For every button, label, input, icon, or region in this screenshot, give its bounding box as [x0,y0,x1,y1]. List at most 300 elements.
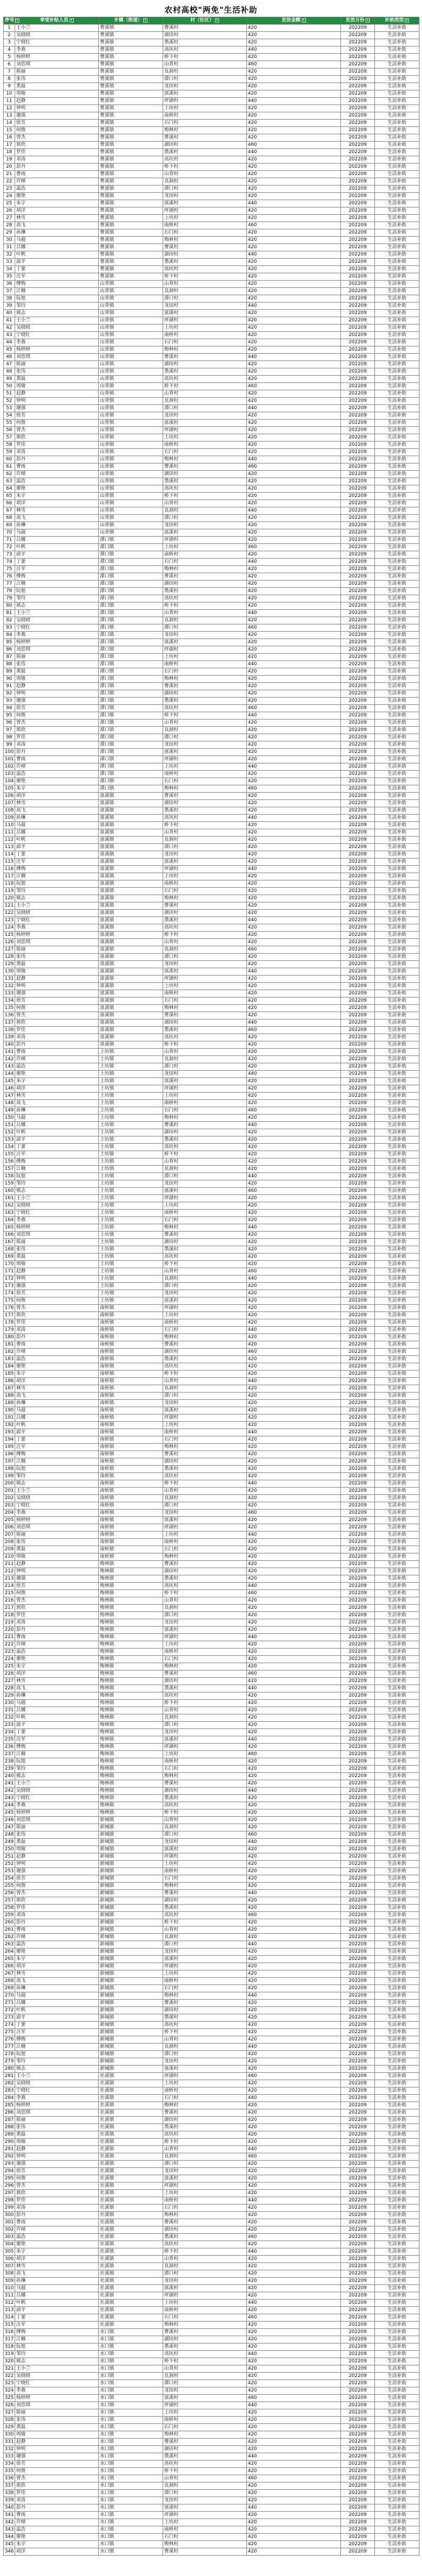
table-row [4,2278,419,2285]
row-town: 富溪镇 [99,961,163,968]
table-row [4,1363,419,1371]
row-kind: 生活补助 [375,1890,419,1897]
row-amount: 440 [247,866,341,873]
row-name: 罗佳 [15,1612,99,1619]
row-month: 202209 [341,2007,375,2014]
row-month: 202209 [341,332,375,339]
row-name: 刘思琪 [15,354,99,361]
row-amount: 420 [247,522,341,529]
row-kind: 生活补助 [375,954,419,961]
row-village: 富溪村 [163,1188,247,1195]
row-town: 曹溪镇 [99,251,163,259]
table-row [4,888,419,895]
table-row [4,222,419,229]
row-village: 梅林村 [163,1773,247,1780]
row-number: 257 [4,1897,15,1905]
row-village: 桥下村 [163,712,247,720]
table-row [4,1956,419,1963]
row-amount: 460 [247,2395,341,2402]
row-name: 许晴 [15,1641,99,1649]
row-name: 熊志 [15,2066,99,2073]
row-town: 南桥镇 [99,1312,163,1319]
table-row [4,1678,419,1685]
row-month: 202209 [341,1078,375,1085]
row-number: 87 [4,654,15,661]
row-number: 140 [4,1041,15,1049]
row-kind: 生活补助 [375,185,419,193]
table-row [4,442,419,449]
row-month: 202209 [341,368,375,376]
row-number: 120 [4,895,15,902]
row-amount: 420 [247,164,341,171]
table-row [4,515,419,522]
row-number: 4 [4,47,15,54]
row-number: 164 [4,1217,15,1224]
filter-icon[interactable]: ▾ [366,18,370,22]
row-village: 桥下村 [163,932,247,939]
table-row [4,1327,419,1334]
row-kind: 生活补助 [375,1517,419,1524]
row-amount: 420 [247,2417,341,2424]
row-name: 邹玲 [15,2351,99,2358]
table-row [4,1063,419,1071]
row-month: 202209 [341,54,375,61]
row-month: 202209 [341,866,375,873]
table-row [4,2139,419,2146]
row-name: 温浩 [15,1941,99,1948]
row-amount: 420 [247,1341,341,1349]
table-row [4,1210,419,1217]
row-village: 湖田村 [163,471,247,478]
column-header-name[interactable]: 享受补贴人员 ▾ [15,17,99,25]
row-month: 202209 [341,434,375,442]
row-town: 社溪镇 [99,2175,163,2183]
row-kind: 生活补助 [375,1883,419,1890]
table-row [4,529,419,537]
row-month: 202209 [341,1597,375,1605]
row-name: 廖艳 [15,1656,99,1663]
row-amount: 420 [247,573,341,581]
row-name: 傅梅 [15,866,99,873]
row-name: 黄磊 [15,1546,99,1553]
filter-icon[interactable]: ▾ [143,18,147,22]
table-row [4,954,419,961]
row-month: 202209 [341,1692,375,1700]
row-number: 138 [4,1027,15,1034]
table-row [4,778,419,785]
row-village: 上坊村 [163,544,247,551]
row-number: 294 [4,2168,15,2175]
row-month: 202209 [341,851,375,858]
table-row [4,1809,419,1817]
row-name: 许晴 [15,1349,99,1356]
row-village: 山背村 [163,2256,247,2263]
table-row [4,2109,419,2117]
table-row [4,1795,419,1802]
row-amount: 420 [247,1948,341,1956]
row-kind: 生活补助 [375,1312,419,1319]
row-name: 江楠 [15,288,99,295]
row-amount: 420 [247,178,341,185]
row-town: 上坊镇 [99,1085,163,1093]
row-town: 山背镇 [99,529,163,537]
row-month: 202209 [341,1546,375,1553]
table-row [4,690,419,698]
row-month: 202209 [341,1517,375,1524]
row-town: 南桥镇 [99,1393,163,1400]
row-amount: 460 [247,1510,341,1517]
table-row [4,573,419,581]
row-town: 潭口镇 [99,756,163,763]
row-name: 江楠 [15,873,99,880]
row-kind: 生活补助 [375,1568,419,1575]
row-month: 202209 [341,610,375,617]
row-village: 石门村 [163,1217,247,1224]
row-village: 曹溪村 [163,1561,247,1568]
row-kind: 生活补助 [375,976,419,983]
row-name: 邓涛 [15,1619,99,1627]
row-kind: 生活补助 [375,2139,419,2146]
row-town: 新城镇 [99,2066,163,2073]
row-town: 梅林镇 [99,1780,163,1788]
row-village: 龙田村 [163,1071,247,1078]
row-town: 曹溪镇 [99,164,163,171]
row-village: 龙田村 [163,1839,247,1846]
table-row [4,1232,419,1239]
table-row [4,588,419,595]
row-amount: 420 [247,2102,341,2109]
row-kind: 生活补助 [375,1414,419,1422]
row-town: 梅林镇 [99,1773,163,1780]
table-row [4,2117,419,2124]
column-header-town[interactable]: 乡镇（街道） ▾ [99,17,163,25]
row-number: 264 [4,1948,15,1956]
row-town: 梅林镇 [99,1627,163,1634]
table-row [4,968,419,976]
row-month: 202209 [341,1429,375,1436]
row-town: 山背镇 [99,412,163,420]
row-name: 王小兰 [15,317,99,324]
table-row [4,1385,419,1393]
row-village: 高坑村 [163,2241,247,2248]
table-row [4,2044,419,2051]
row-amount: 420 [247,2175,341,2183]
row-month: 202209 [341,1393,375,1400]
row-town: 新城镇 [99,1934,163,1941]
row-month: 202209 [341,127,375,134]
row-town: 富溪镇 [99,917,163,924]
row-town: 新城镇 [99,1919,163,1927]
row-month: 202209 [341,134,375,142]
row-village: 山背村 [163,1158,247,1166]
row-number: 219 [4,1619,15,1627]
filter-icon[interactable]: ▾ [405,18,409,22]
row-town: 梅林镇 [99,1670,163,1678]
row-month: 202209 [341,1985,375,1992]
row-month: 202209 [341,485,375,493]
row-amount: 420 [247,1553,341,1561]
row-amount: 420 [247,2087,341,2095]
row-village: 南桥村 [163,1649,247,1656]
row-amount: 420 [247,1290,341,1297]
row-amount: 420 [247,1034,341,1041]
row-kind: 生活补助 [375,997,419,1005]
row-town: 社溪镇 [99,2080,163,2087]
row-village: 潭口村 [163,2490,247,2497]
row-town: 潭口镇 [99,720,163,727]
row-number: 265 [4,1956,15,1963]
row-name: 谢强 [15,405,99,412]
row-month: 202209 [341,1283,375,1290]
row-name: 赵静 [15,2146,99,2153]
row-village: 潭口村 [163,515,247,522]
row-town: 上坊镇 [99,1224,163,1232]
row-amount: 420 [247,295,341,303]
row-town: 社溪镇 [99,2087,163,2095]
row-town: 梅林镇 [99,1751,163,1758]
row-number: 42 [4,324,15,332]
row-town: 梅林镇 [99,1766,163,1773]
row-kind: 生活补助 [375,537,419,544]
row-village: 富溪村 [163,2395,247,2402]
row-amount: 420 [247,2307,341,2314]
row-village: 坪湖村 [163,98,247,105]
row-amount: 440 [247,1531,341,1539]
table-row [4,2541,419,2548]
row-amount: 420 [247,1049,341,1056]
row-kind: 生活补助 [375,1627,419,1634]
row-town: 潭口镇 [99,595,163,602]
row-town: 富溪镇 [99,866,163,873]
row-month: 202209 [341,1056,375,1063]
row-village: 上坊村 [163,983,247,990]
row-name: 熊志 [15,310,99,317]
row-village: 潭口村 [163,1941,247,1948]
row-town: 富溪镇 [99,997,163,1005]
column-header-kind[interactable]: 补助类型 ▾ [375,17,419,25]
row-number: 190 [4,1407,15,1414]
row-kind: 生活补助 [375,749,419,756]
row-number: 27 [4,215,15,222]
row-number: 47 [4,361,15,368]
row-name: 曹雨 [15,1634,99,1641]
row-village: 梅林村 [163,1115,247,1122]
row-village: 湖田村 [163,2336,247,2343]
row-amount: 440 [247,1019,341,1027]
row-kind: 生活补助 [375,741,419,749]
row-town: 水口镇 [99,2424,163,2431]
column-header-month[interactable]: 发放月份 ▾ [341,17,375,25]
row-month: 202209 [341,976,375,983]
row-town: 上坊镇 [99,1217,163,1224]
table-row [4,339,419,346]
row-kind: 生活补助 [375,90,419,98]
table-row [4,639,419,646]
row-month: 202209 [341,2402,375,2409]
row-name: 谢强 [15,2453,99,2461]
row-amount: 420 [247,1575,341,1583]
row-village: 石门村 [163,1985,247,1992]
row-amount: 440 [247,1224,341,1232]
row-town: 水口镇 [99,2417,163,2424]
row-number: 70 [4,529,15,537]
row-month: 202209 [341,1700,375,1707]
row-village: 墨溪村 [163,2014,247,2022]
row-kind: 生活补助 [375,1656,419,1663]
row-amount: 420 [247,756,341,763]
row-number: 271 [4,2000,15,2007]
row-kind: 生活补助 [375,1224,419,1232]
row-number: 292 [4,2153,15,2161]
row-town: 社溪镇 [99,2219,163,2226]
row-name: 吕娜 [15,1414,99,1422]
table-row [4,2409,419,2417]
row-name: 许晴 [15,2519,99,2526]
row-amount: 440 [247,1992,341,2000]
row-month: 202209 [341,2248,375,2256]
filter-icon[interactable]: ▾ [15,18,19,22]
row-kind: 生活补助 [375,346,419,354]
column-header-amount[interactable]: 发放金额 ▾ [247,17,341,25]
row-month: 202209 [341,1809,375,1817]
row-town: 社溪镇 [99,2307,163,2314]
row-month: 202209 [341,1466,375,1473]
row-amount: 420 [247,983,341,990]
row-name: 孙琳 [15,522,99,529]
row-village: 墨溪村 [163,2343,247,2351]
row-kind: 生活补助 [375,2102,419,2109]
row-name: 阮旭 [15,1466,99,1473]
row-town: 山背镇 [99,354,163,361]
row-amount: 420 [247,1495,341,1502]
row-amount: 460 [247,544,341,551]
column-header-village[interactable]: 村（社区） ▾ [163,17,247,25]
row-number: 318 [4,2343,15,2351]
row-month: 202209 [341,1371,375,1378]
row-amount: 460 [247,1831,341,1839]
row-amount: 440 [247,1480,341,1488]
row-name: 丁蕾 [15,2314,99,2322]
filter-icon[interactable]: ▾ [215,18,219,22]
row-number: 197 [4,1458,15,1466]
row-village: 潭口村 [163,405,247,412]
row-number: 177 [4,1312,15,1319]
table-row [4,383,419,390]
row-town: 上坊镇 [99,1166,163,1173]
row-month: 202209 [341,2066,375,2073]
row-number: 133 [4,990,15,997]
row-amount: 420 [247,1246,341,1254]
table-row [4,1319,419,1327]
row-kind: 生活补助 [375,1195,419,1202]
table-row [4,2029,419,2036]
row-village: 高坑村 [163,595,247,602]
row-amount: 440 [247,1736,341,1744]
column-header-no[interactable]: 序号 ▾ [4,17,15,25]
row-number: 71 [4,537,15,544]
row-village: 良洞村 [163,1824,247,1831]
row-kind: 生活补助 [375,449,419,456]
row-village: 桥下村 [163,1480,247,1488]
row-month: 202209 [341,2204,375,2212]
row-village: 良洞村 [163,288,247,295]
row-town: 富溪镇 [99,844,163,851]
row-month: 202209 [341,2073,375,2080]
row-town: 新城镇 [99,1956,163,1963]
row-town: 曹溪镇 [99,54,163,61]
row-kind: 生活补助 [375,551,419,559]
sheet-title: 农村高校"两免"生活补助 [164,5,258,15]
row-number: 125 [4,932,15,939]
row-amount: 420 [247,749,341,756]
row-amount: 420 [247,2365,341,2373]
row-village: 曹溪村 [163,683,247,690]
row-name: 胡洋 [15,793,99,800]
row-name: 丁蕾 [15,1729,99,1736]
row-kind: 生活补助 [375,581,419,588]
row-village: 石门村 [163,888,247,895]
row-month: 202209 [341,602,375,610]
row-month: 202209 [341,1232,375,1239]
row-name: 阮旭 [15,2051,99,2058]
row-month: 202209 [341,1575,375,1583]
row-month: 202209 [341,2278,375,2285]
row-number: 314 [4,2314,15,2322]
table-row [4,1670,419,1678]
row-amount: 420 [247,288,341,295]
filter-icon[interactable]: ▾ [70,18,74,22]
row-village: 高坑村 [163,1363,247,1371]
row-month: 202209 [341,1736,375,1744]
table-row [4,1129,419,1136]
row-town: 上坊镇 [99,1115,163,1122]
row-month: 202209 [341,1254,375,1261]
row-name: 汪军 [15,1151,99,1158]
row-town: 水口镇 [99,2409,163,2417]
row-village: 山背村 [163,1597,247,1605]
row-month: 202209 [341,361,375,368]
row-town: 潭口镇 [99,727,163,734]
table-row [4,537,419,544]
row-number: 126 [4,939,15,946]
row-amount: 420 [247,215,341,222]
row-amount: 440 [247,815,341,822]
row-village: 山背村 [163,610,247,617]
row-month: 202209 [341,720,375,727]
row-town: 曹溪镇 [99,222,163,229]
row-month: 202209 [341,2139,375,2146]
row-town: 社溪镇 [99,2263,163,2270]
row-town: 潭口镇 [99,654,163,661]
row-number: 329 [4,2424,15,2431]
row-name: 阮旭 [15,1173,99,1180]
row-month: 202209 [341,1553,375,1561]
row-amount: 420 [247,932,341,939]
row-month: 202209 [341,2548,375,2556]
row-name: 林雪 [15,1678,99,1685]
row-kind: 生活补助 [375,624,419,632]
row-month: 202209 [341,273,375,281]
row-amount: 420 [247,1824,341,1831]
row-number: 301 [4,2219,15,2226]
table-row [4,1619,419,1627]
filter-icon[interactable]: ▾ [302,18,306,22]
row-number: 153 [4,1136,15,1144]
row-name: 王小兰 [15,25,99,32]
row-number: 151 [4,1122,15,1129]
row-town: 曹溪镇 [99,112,163,120]
row-kind: 生活补助 [375,1378,419,1385]
